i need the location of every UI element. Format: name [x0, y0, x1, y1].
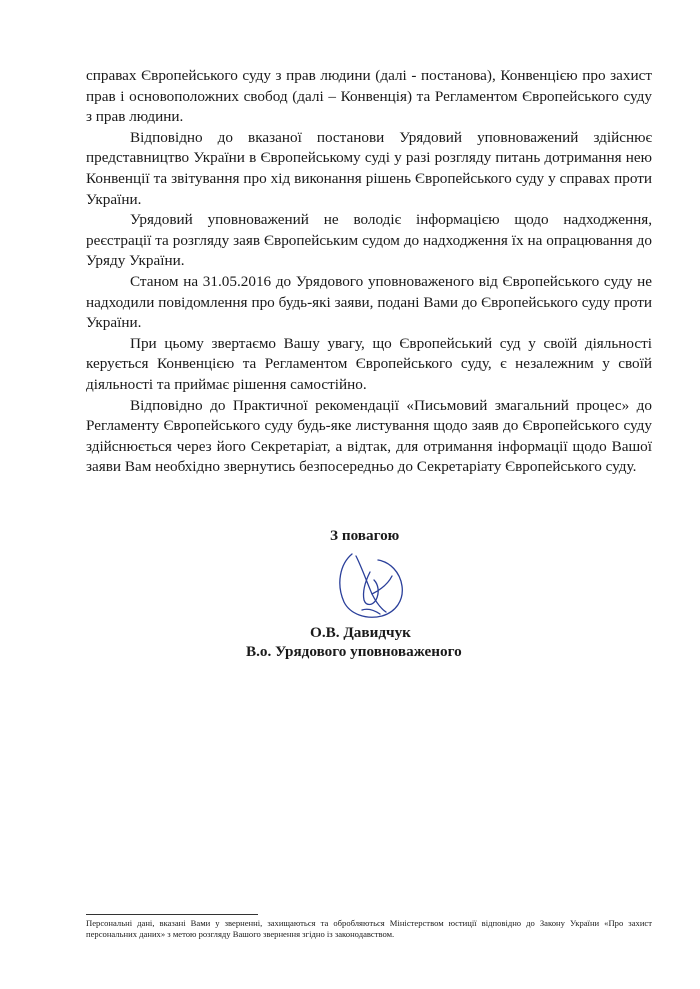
paragraph-court-independence: При цьому звертаємо Вашу увагу, що Європейський суд у своїй діяльності керується Конвенцією та Регламентом Європейського суду, є незалежним у своїй діяльності та приймає рішення самостійно. [86, 334, 652, 393]
paragraph-representation: Відповідно до вказаної постанови Урядовий уповноважений здійснює представництво України в Європейському суді у разі розгляду питань дотримання нею Конвенції та звітування про хід виконання рішень Європейського суду у справах проти України. [86, 128, 652, 208]
closing-salutation: З повагою [330, 527, 400, 544]
handwritten-signature [332, 550, 410, 626]
letter-body [86, 66, 652, 478]
paragraph-status-date: Станом на 31.05.2016 до Урядового уповноваженого від Європейського суду не надходили повідомлення про будь-які заяви, подані Вами до Європейського суду проти України. [86, 272, 652, 332]
paragraph-no-information: Урядовий уповноважений не володіє інформацією щодо надходження, реєстрації та розгляду заяв Європейським судом до надходження їх на опрацювання до Уряду України. [86, 211, 652, 270]
paragraph-continuation: справах Європейського суду з прав людини (далі - постанова), Конвенцією про захист прав і основоположних свобод (далі – Конвенція) та Регламентом Європейського суду з прав людини. [86, 67, 652, 126]
footnote-text: Персональні дані, вказані Вами у зверненні, захищаються та обробляються Міністерством юстиції відповідно до Закону України «Про захист персональних даних» з метою розгляду Вашого звернення згідно із законодавством. [86, 918, 652, 939]
signer-position: В.о. Урядового уповноваженого [246, 643, 462, 660]
signer-name: О.В. Давидчук [310, 624, 411, 641]
paragraph-secretariat-guidance: Відповідно до Практичної рекомендації «Письмовий змагальний процес» до Регламенту Європейського суду будь-яке листування щодо заяв до Європейського суду здійснюється через його Секретаріат, а відтак, для отримання інформації щодо Вашої заяви Вам необхідно звернутись безпосередньо до Секретаріату Європейського суду. [86, 396, 652, 476]
footnote-divider [86, 914, 258, 915]
